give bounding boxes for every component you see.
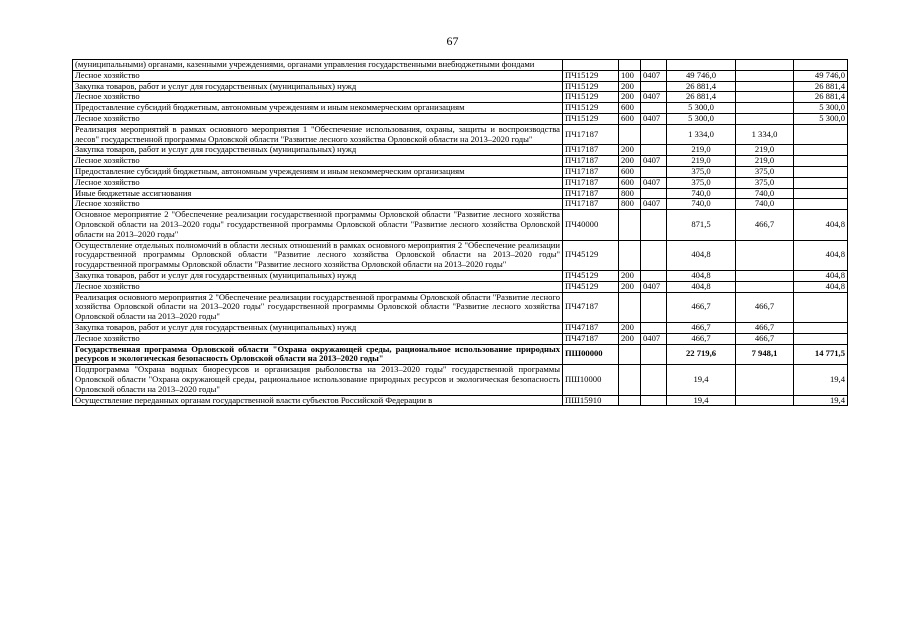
cell-total: 871,5	[667, 210, 736, 240]
cell-total: 19,4	[667, 395, 736, 406]
cell-subvention: 404,8	[794, 210, 848, 240]
cell-subvention	[794, 333, 848, 344]
table-row	[73, 188, 848, 199]
cell-subvention	[794, 322, 848, 333]
cell-section: 0407	[641, 177, 667, 188]
table-row	[73, 292, 848, 322]
table-row	[73, 156, 848, 167]
cell-name: Лесное хозяйство	[73, 199, 563, 210]
cell-section	[641, 240, 667, 270]
cell-name: Лесное хозяйство	[73, 92, 563, 103]
cell-section	[641, 365, 667, 395]
cell-name: Закупка товаров, работ и услуг для государственных (муниципальных) нужд	[73, 270, 563, 281]
cell-total: 404,8	[667, 240, 736, 270]
cell-total: 466,7	[667, 333, 736, 344]
cell-section	[641, 292, 667, 322]
cell-name: Реализация основного мероприятия 2 "Обеспечение реализации государственной программы Орловской области "Развитие лесного хозяйства Орловской области на 2013–2020 годы" государственной программы Орловской области "Развитие лесного хозяйства Орловской области на 2013–2020 годы"	[73, 292, 563, 322]
cell-expense-type: 200	[619, 92, 641, 103]
cell-section	[641, 60, 667, 71]
cell-name: Предоставление субсидий бюджетным, автономным учреждениям и иным некоммерческим организациям	[73, 166, 563, 177]
cell-federal	[736, 60, 794, 71]
cell-section: 0407	[641, 70, 667, 81]
cell-total: 22 719,6	[667, 344, 736, 365]
cell-expense-type: 200	[619, 81, 641, 92]
table-row	[73, 70, 848, 81]
cell-total: 5 300,0	[667, 113, 736, 124]
table-row	[73, 113, 848, 124]
cell-expense-type	[619, 124, 641, 145]
cell-federal: 740,0	[736, 188, 794, 199]
cell-section	[641, 124, 667, 145]
cell-subvention	[794, 156, 848, 167]
cell-expense-type	[619, 292, 641, 322]
table-row	[73, 124, 848, 145]
cell-name: Закупка товаров, работ и услуг для государственных (муниципальных) нужд	[73, 81, 563, 92]
cell-subvention	[794, 292, 848, 322]
cell-subvention: 5 300,0	[794, 113, 848, 124]
cell-expense-type: 200	[619, 322, 641, 333]
cell-code: ПЧ47187	[563, 322, 619, 333]
cell-section	[641, 322, 667, 333]
cell-code: ПЧ17187	[563, 177, 619, 188]
cell-subvention: 404,8	[794, 270, 848, 281]
cell-name: Лесное хозяйство	[73, 177, 563, 188]
cell-subvention: 5 300,0	[794, 103, 848, 114]
cell-expense-type: 200	[619, 333, 641, 344]
table-row	[73, 177, 848, 188]
cell-expense-type: 100	[619, 70, 641, 81]
cell-total: 219,0	[667, 145, 736, 156]
cell-section	[641, 395, 667, 406]
table-body	[73, 60, 848, 406]
cell-section: 0407	[641, 199, 667, 210]
cell-code: ПЧ40000	[563, 210, 619, 240]
cell-expense-type	[619, 395, 641, 406]
table-row	[73, 103, 848, 114]
budget-table	[72, 59, 848, 406]
cell-total: 26 881,4	[667, 92, 736, 103]
cell-expense-type: 800	[619, 188, 641, 199]
cell-code	[563, 60, 619, 71]
cell-subvention	[794, 177, 848, 188]
cell-name: Лесное хозяйство	[73, 156, 563, 167]
cell-federal: 466,7	[736, 333, 794, 344]
cell-federal: 7 948,1	[736, 344, 794, 365]
cell-name: Государственная программа Орловской области "Охрана окружающей среды, рациональное использование природных ресурсов и экологическая безопасность Орловской области на 2013–2020 годы"	[73, 344, 563, 365]
cell-expense-type: 600	[619, 103, 641, 114]
cell-expense-type	[619, 240, 641, 270]
cell-federal	[736, 240, 794, 270]
cell-expense-type: 600	[619, 177, 641, 188]
cell-subvention: 19,4	[794, 365, 848, 395]
cell-expense-type	[619, 365, 641, 395]
cell-total: 26 881,4	[667, 81, 736, 92]
table-row	[73, 281, 848, 292]
cell-code: ПЧ17187	[563, 124, 619, 145]
cell-code: ПЧ17187	[563, 199, 619, 210]
cell-expense-type: 200	[619, 145, 641, 156]
cell-subvention: 19,4	[794, 395, 848, 406]
cell-federal: 375,0	[736, 166, 794, 177]
cell-subvention: 404,8	[794, 281, 848, 292]
cell-total: 740,0	[667, 199, 736, 210]
cell-name: Реализация мероприятий в рамках основного мероприятия 1 "Обеспечение использования, охраны, защиты и воспроизводства лесов" государственной программы Орловской области "Развитие лесного хозяйства Орловской области на 2013–2020 годы"	[73, 124, 563, 145]
cell-name: Осуществление переданных органам государственной власти субъектов Российской Федерации в	[73, 395, 563, 406]
cell-federal: 466,7	[736, 322, 794, 333]
cell-section	[641, 270, 667, 281]
cell-expense-type: 200	[619, 281, 641, 292]
cell-section: 0407	[641, 333, 667, 344]
cell-total: 49 746,0	[667, 70, 736, 81]
cell-section	[641, 210, 667, 240]
cell-federal: 466,7	[736, 292, 794, 322]
table-row	[73, 270, 848, 281]
table-row	[73, 240, 848, 270]
page-number: 67	[446, 34, 459, 48]
cell-subvention	[794, 188, 848, 199]
cell-code: ПЧ15129	[563, 92, 619, 103]
table-row	[73, 60, 848, 71]
cell-code: ПЧ45129	[563, 281, 619, 292]
cell-name: Осуществление отдельных полномочий в области лесных отношений в рамках основного мероприятия 2 "Обеспечение реализации государственной программы Орловской области "Развитие лесного хозяйства Орловской области на 2013–2020 годы" государственной программы Орловской области "Развитие лесного хозяйства Орловской области на 2013–2020 годы"	[73, 240, 563, 270]
cell-code: ПЧ47187	[563, 292, 619, 322]
cell-name: Закупка товаров, работ и услуг для государственных (муниципальных) нужд	[73, 322, 563, 333]
cell-section	[641, 344, 667, 365]
table-row	[73, 395, 848, 406]
cell-expense-type	[619, 210, 641, 240]
cell-name: Предоставление субсидий бюджетным, автономным учреждениям и иным некоммерческим организациям	[73, 103, 563, 114]
cell-expense-type	[619, 344, 641, 365]
cell-expense-type: 800	[619, 199, 641, 210]
cell-section	[641, 103, 667, 114]
cell-federal	[736, 395, 794, 406]
cell-section: 0407	[641, 156, 667, 167]
cell-federal	[736, 365, 794, 395]
cell-name: Лесное хозяйство	[73, 333, 563, 344]
cell-expense-type: 200	[619, 156, 641, 167]
cell-federal	[736, 281, 794, 292]
table-row	[73, 81, 848, 92]
cell-expense-type	[619, 60, 641, 71]
cell-expense-type: 600	[619, 113, 641, 124]
cell-total: 1 334,0	[667, 124, 736, 145]
cell-section	[641, 145, 667, 156]
cell-subvention: 49 746,0	[794, 70, 848, 81]
cell-subvention	[794, 199, 848, 210]
table-row	[73, 145, 848, 156]
cell-code: ПШ00000	[563, 344, 619, 365]
cell-federal: 219,0	[736, 156, 794, 167]
cell-code: ПЧ15129	[563, 81, 619, 92]
cell-total: 375,0	[667, 177, 736, 188]
cell-section: 0407	[641, 92, 667, 103]
cell-code: ПЧ45129	[563, 240, 619, 270]
cell-section: 0407	[641, 281, 667, 292]
table-row	[73, 199, 848, 210]
cell-federal	[736, 92, 794, 103]
table-row	[73, 92, 848, 103]
cell-code: ПЧ15129	[563, 113, 619, 124]
table-row	[73, 166, 848, 177]
cell-name: Лесное хозяйство	[73, 70, 563, 81]
cell-subvention: 26 881,4	[794, 81, 848, 92]
cell-total	[667, 60, 736, 71]
cell-federal: 375,0	[736, 177, 794, 188]
cell-subvention	[794, 124, 848, 145]
cell-subvention	[794, 60, 848, 71]
cell-total: 404,8	[667, 281, 736, 292]
table-row	[73, 365, 848, 395]
cell-name: Закупка товаров, работ и услуг для государственных (муниципальных) нужд	[73, 145, 563, 156]
cell-total: 375,0	[667, 166, 736, 177]
cell-code: ПЧ45129	[563, 270, 619, 281]
cell-total: 5 300,0	[667, 103, 736, 114]
cell-federal	[736, 113, 794, 124]
cell-federal	[736, 103, 794, 114]
table-row	[73, 322, 848, 333]
cell-section	[641, 166, 667, 177]
cell-total: 740,0	[667, 188, 736, 199]
cell-subvention: 404,8	[794, 240, 848, 270]
cell-name: Основное мероприятие 2 "Обеспечение реализации государственной программы Орловской области "Развитие лесного хозяйства Орловской области на 2013–2020 годы" государственной программы Орловской области "Развитие лесного хозяйства Орловской области на 2013–2020 годы"	[73, 210, 563, 240]
cell-total: 466,7	[667, 322, 736, 333]
cell-subvention: 14 771,5	[794, 344, 848, 365]
cell-total: 19,4	[667, 365, 736, 395]
cell-federal	[736, 270, 794, 281]
cell-code: ПЧ17187	[563, 145, 619, 156]
cell-expense-type: 600	[619, 166, 641, 177]
cell-section	[641, 81, 667, 92]
cell-federal: 219,0	[736, 145, 794, 156]
table-row	[73, 210, 848, 240]
cell-name: Иные бюджетные ассигнования	[73, 188, 563, 199]
cell-federal: 466,7	[736, 210, 794, 240]
cell-name: Лесное хозяйство	[73, 113, 563, 124]
cell-code: ПЧ15129	[563, 103, 619, 114]
cell-total: 219,0	[667, 156, 736, 167]
cell-section: 0407	[641, 113, 667, 124]
cell-code: ПШ10000	[563, 365, 619, 395]
cell-code: ПЧ17187	[563, 188, 619, 199]
cell-expense-type: 200	[619, 270, 641, 281]
cell-total: 466,7	[667, 292, 736, 322]
cell-federal: 1 334,0	[736, 124, 794, 145]
cell-subvention: 26 881,4	[794, 92, 848, 103]
cell-name: Подпрограмма "Охрана водных биоресурсов и организация рыболовства на 2013–2020 годы" государственной программы Орловской области "Охрана окружающей среды, рациональное использование природных ресурсов и экологическая безопасность Орловской области на 2013–2020 годы"	[73, 365, 563, 395]
cell-code: ПЧ17187	[563, 166, 619, 177]
cell-subvention	[794, 145, 848, 156]
cell-code: ПЧ47187	[563, 333, 619, 344]
cell-name: (муниципальными) органами, казенными учреждениями, органами управления государственными внебюджетными фондами	[73, 60, 563, 71]
cell-federal	[736, 81, 794, 92]
cell-total: 404,8	[667, 270, 736, 281]
table-row	[73, 333, 848, 344]
cell-code: ПЧ17187	[563, 156, 619, 167]
cell-section	[641, 188, 667, 199]
cell-name: Лесное хозяйство	[73, 281, 563, 292]
cell-federal: 740,0	[736, 199, 794, 210]
cell-code: ПЧ15129	[563, 70, 619, 81]
cell-federal	[736, 70, 794, 81]
table-row	[73, 344, 848, 365]
cell-code: ПШ15910	[563, 395, 619, 406]
cell-subvention	[794, 166, 848, 177]
